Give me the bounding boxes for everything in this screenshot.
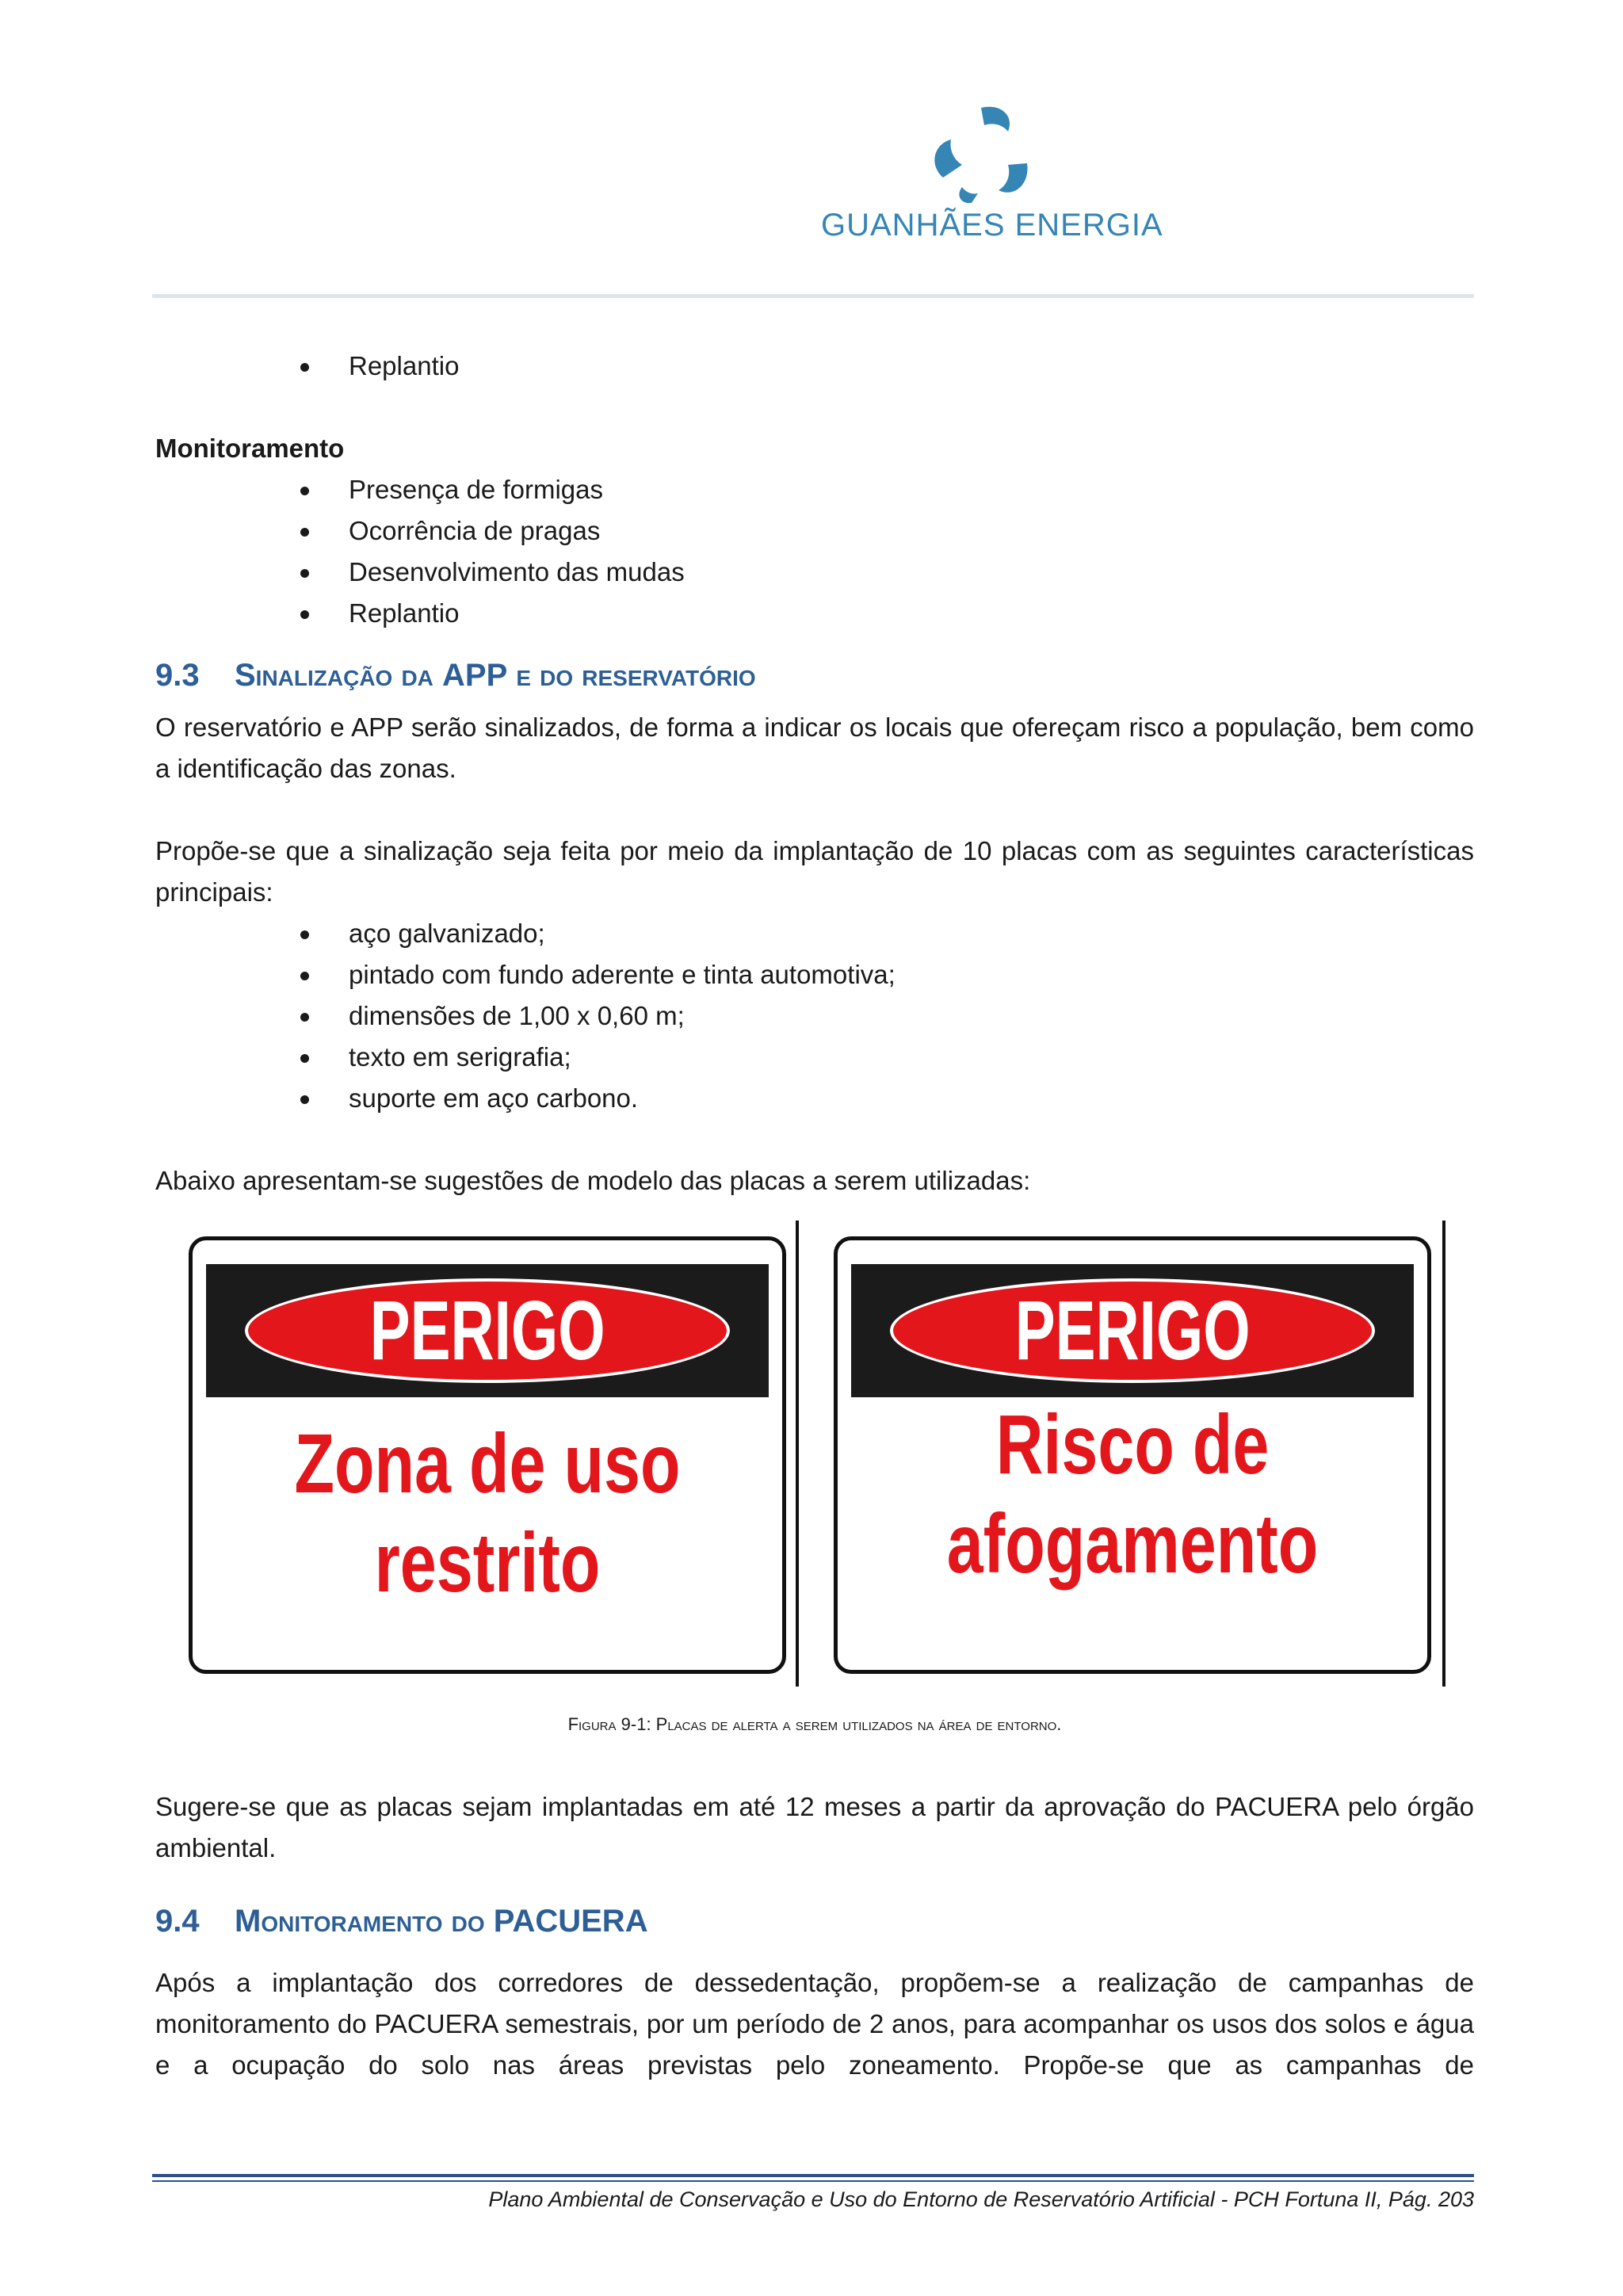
warning-sign-restricted-zone: [189, 1236, 786, 1674]
list-item: Replantio: [155, 593, 1474, 634]
sign-oval: [245, 1278, 730, 1383]
company-logo: [821, 101, 1163, 244]
list-item: texto em serigrafia;: [155, 1037, 1474, 1078]
figure-divider: [796, 1221, 799, 1687]
list-item: aço galvanizado;: [155, 913, 1474, 954]
sign-header-band: [206, 1264, 769, 1397]
figure-signs: [155, 1221, 1474, 1704]
footer-rule: [152, 2174, 1474, 2182]
list-item: dimensões de 1,00 x 0,60 m;: [155, 995, 1474, 1037]
header-rule: [152, 294, 1474, 298]
paragraph: Após a implantação dos corredores de dessedentação, propõem-se a realização de campanhas de monitoramento do PACUERA semestrais, por um período de 2 anos, para acompanhar os usos dos solos e água e a ocupação do solo nas áreas previstas pelo zoneamento. Propõe-se que as campanhas de: [155, 1968, 1474, 2080]
sign-header-band: [851, 1264, 1414, 1397]
sign-oval: [890, 1278, 1375, 1383]
section-heading-9-3: 9.3 Sinalização da APP e do reservatório: [155, 655, 1474, 696]
logo-text: GUANHÃES ENERGIA: [821, 208, 1163, 243]
sign-message: Zona de uso restrito: [294, 1417, 681, 1610]
figure-caption: Figura 9-1: Placas de alerta a serem utilizados na área de entorno.: [567, 1714, 1062, 1734]
bullet-list-monitoramento: [155, 469, 1474, 634]
list-item: suporte em aço carbono.: [155, 1078, 1474, 1119]
section-number: 9.4: [155, 1904, 200, 1939]
paragraph: Abaixo apresentam-se sugestões de modelo das placas a serem utilizadas:: [155, 1166, 1031, 1195]
list-item: Ocorrência de pragas: [155, 510, 1474, 552]
section-heading-9-4: 9.4 Monitoramento do PACUERA: [155, 1901, 1474, 1942]
paragraph: Sugere-se que as placas sejam implantadas em até 12 meses a partir da aprovação do PACUERA pelo órgão ambiental.: [155, 1792, 1474, 1862]
sign-message: Risco de afogamento: [946, 1398, 1319, 1591]
bullet-list-top: [155, 346, 1474, 387]
list-item: pintado com fundo aderente e tinta automotiva;: [155, 954, 1474, 995]
figure-divider: [1442, 1221, 1445, 1687]
subheading-monitoramento: Monitoramento: [155, 434, 345, 463]
bullet-list-characteristics: [155, 913, 1474, 1119]
warning-sign-drowning-risk: [834, 1236, 1431, 1674]
section-number: 9.3: [155, 658, 200, 693]
list-item: Desenvolvimento das mudas: [155, 552, 1474, 593]
paragraph: O reservatório e APP serão sinalizados, de forma a indicar os locais que ofereçam risco a população, bem como a identificação das zonas.: [155, 712, 1474, 783]
paragraph: Propõe-se que a sinalização seja feita por meio da implantação de 10 placas com as seguintes características principais:: [155, 836, 1474, 907]
list-item: Replantio: [155, 346, 1474, 387]
footer-text: Plano Ambiental de Conservação e Uso do Entorno de Reservatório Artificial - PCH Fortuna II, Pág. 203: [488, 2187, 1474, 2211]
page-content: [155, 346, 1474, 2086]
logo-swirl-icon: [926, 101, 1037, 212]
sign-header-text: PERIGO: [369, 1284, 605, 1377]
sign-header-text: PERIGO: [1014, 1284, 1251, 1377]
list-item: Presença de formigas: [155, 469, 1474, 510]
